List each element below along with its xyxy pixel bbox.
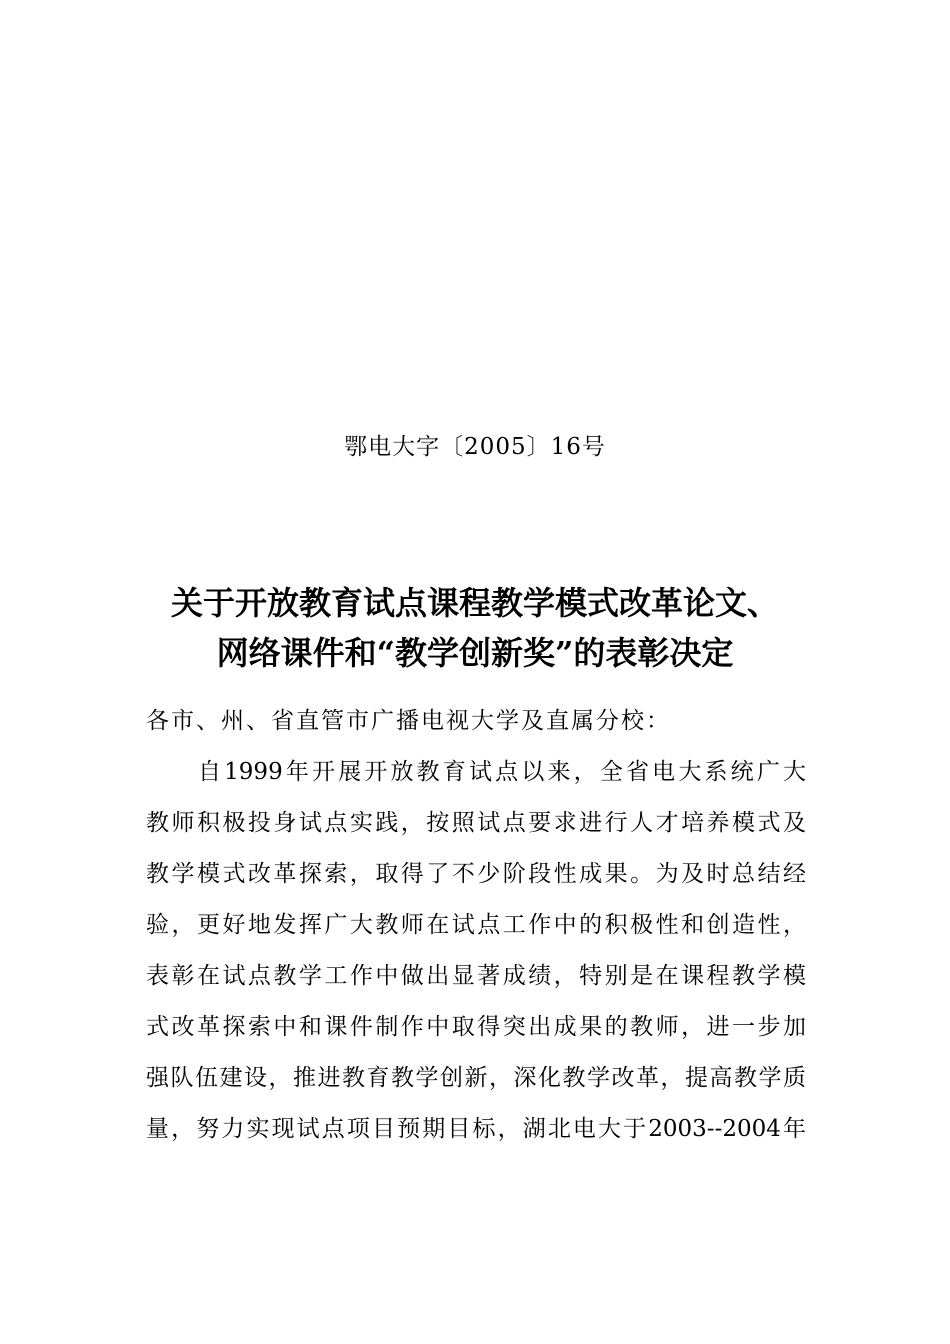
document-title [100,578,850,678]
paragraph-line: 强队伍建设，推进教育教学创新，深化教学改革，提高教学质 [146,1065,806,1091]
title-line-1: 关于开放教育试点课程教学模式改革论文、 [170,584,779,622]
paragraph-line: 教学模式改革探索，取得了不少阶段性成果。为及时总结经 [146,861,806,887]
paragraph-line: 教师积极投身试点实践，按照试点要求进行人才培养模式及 [146,810,806,836]
paragraph-line: 式改革探索中和课件制作中取得突出成果的教师，进一步加 [146,1014,806,1040]
paragraph-line: 量，努力实现试点项目预期目标，湖北电大于2003--2004年 [146,1116,806,1142]
title-line-2: 网络课件和“教学创新奖”的表彰决定 [216,634,734,672]
salutation: 各市、州、省直管市广播电视大学及直属分校： [146,708,671,734]
paragraph-line: 自1999年开展开放教育试点以来，全省电大系统广大 [198,759,806,785]
body-paragraph [146,755,806,1163]
document-number: 鄂电大字〔2005〕16号 [344,434,606,460]
paragraph-line: 表彰在试点教学工作中做出显著成绩，特别是在课程教学模 [146,963,806,989]
paragraph-line: 验，更好地发挥广大教师在试点工作中的积极性和创造性， [146,912,806,938]
